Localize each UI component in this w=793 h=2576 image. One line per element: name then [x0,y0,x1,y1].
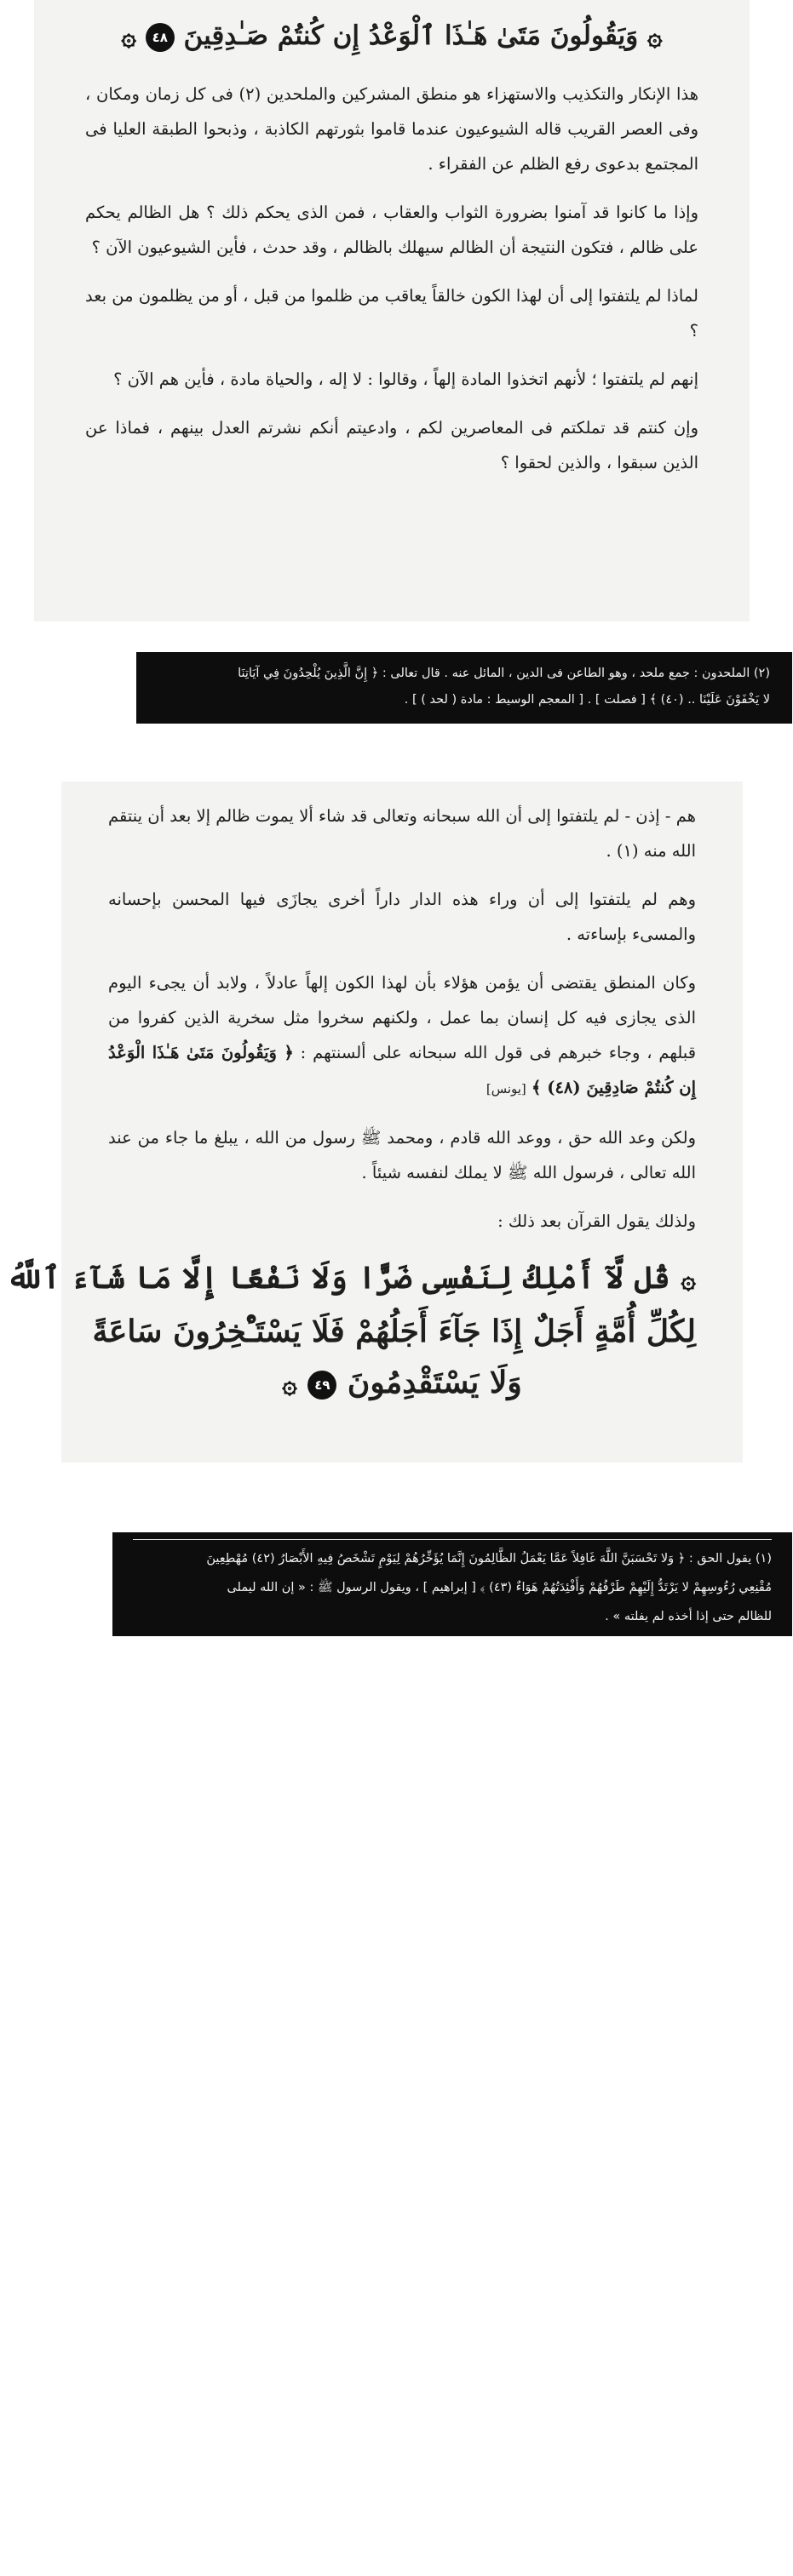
quran-quote: ﴿ وَيَقُولُونَ مَتَىٰ هَـٰذَا الْوَعْدُ إِن كُنتُمْ صَادِقِينَ (٤٨) ﴾ [108,1043,696,1097]
verse-block [6,1252,696,1411]
paragraph-text: وكان المنطق يقتضى أن يؤمن هؤلاء بأن لهذا الكون إلهاً عادلاً ، ولابد أن يجىء اليوم الذى يجازى فيه كل إنسان بما عمل ، ولكنهم سخروا مثل سخرية الذين كفروا من قبلهم ، وجاء خبرهم فى قول الله سبحانه على ألسنتهم : [108,973,697,1062]
paragraph: ولذلك يقول القرآن بعد ذلك : [497,1211,696,1231]
paragraph: هم - إذن - لم يلتفتوا إلى أن الله سبحانه وتعالى قد شاء ألا يموت ظالم إلا بعد أن ينتقم الله منه (١) . [108,806,696,861]
verse-line-text: قُل لَّآ أَمْلِكُ لِنَفْسِى ضَرًّا وَلَا نَفْعًا إِلَّا مَا شَآءَ ٱللَّهُ [6,1260,670,1296]
paragraph: ولكن وعد الله حق ، ووعد الله قادم ، ومحمد ﷺ رسول من الله ، يبلغ ما جاء من عند الله تعالى ، فرسول الله ﷺ لا يملك لنفسه شيئاً . [108,1128,696,1182]
footnote-box [136,652,792,724]
ornament-icon: ۞ [282,1370,297,1400]
book-page-bottom [6,781,743,1463]
paragraph: هذا الإنكار والتكذيب والاستهزاء هو منطق المشركين والملحدين (٢) فى كل زمان ومكان ، وفى العصر القريب قاله الشيوعيون عندما قاموا بثورتهم الكاذبة ، وذبحوا الطبقة العليا فى المجتمع بدعوى رفع الظلم عن الفقراء . [85,83,698,174]
paragraph: إنهم لم يلتفتوا ؛ لأنهم اتخذوا المادة إلهاً ، وقالوا : لا إله ، والحياة مادة ، فأين هم الآن ؟ [113,369,698,389]
verse-header-text: وَيَقُولُونَ مَتَىٰ هَـٰذَا ٱلْوَعْدُ إِن كُنتُمْ صَـٰدِقِينَ [183,20,639,51]
verse-line [6,1252,696,1306]
book-page-top [34,0,750,621]
verse-line [108,1357,696,1411]
footnote-box [112,1532,792,1636]
paragraph: وهم لم يلتفتوا إلى أن وراء هذه الدار داراً أخرى يجازَى فيها المحسن بإحسانه والمسىء بإساءته . [108,890,696,944]
ornament-icon: ۞ [121,21,136,52]
paragraph: لماذا لم يلتفتوا إلى أن لهذا الكون خالقاً يعاقب من ظلموا من قبل ، أو من يظلمون من بعد ؟ [85,285,698,341]
surah-reference: [يونس] [486,1081,526,1096]
verse-line-text: وَلَا يَسْتَقْدِمُونَ [347,1365,522,1400]
footnote-line: للظالم حتى إذا أخذه لم يفلته » . [605,1610,772,1623]
verse-header [85,15,698,58]
verse-line: لِكُلِّ أُمَّةٍ أَجَلٌ إِذَا جَآءَ أَجَلُهُمْ فَلَا يَسْتَـْٔخِرُونَ سَاعَةً [92,1314,696,1349]
ornament-icon: ۞ [647,21,663,52]
verse-number-badge: ٤٩ [307,1371,336,1400]
verse-number-badge: ٤٨ [146,23,175,52]
footnote-line: (٢) الملحدون : جمع ملحد ، وهو الطاعن فى الدين ، المائل عنه . قال تعالى : ﴿ إِنَّ الَّذِينَ يُلْحِدُونَ فِي آيَاتِنَا [238,667,770,680]
footnote-line: مُقْنِعِي رُءُوسِهِمْ لا يَرْتَدُّ إِلَيْهِمْ طَرْفُهُمْ وَأَفْئِدَتُهُمْ هَوَاءٌ (٤٣) ﴾ [ إبراهيم ] ، ويقول الرسول ﷺ : « إن الله ليملى [227,1581,772,1594]
footnote-line: (١) يقول الحق : ﴿ وَلا تَحْسَبَنَّ اللَّهَ غَافِلاً عَمَّا يَعْمَلُ الظَّالِمُونَ إِنَّمَا يُؤَخِّرُهُمْ لِيَوْمٍ تَشْخَصُ فِيهِ الأَبْصَارُ (٤٢) مُهْطِعِينَ [206,1552,772,1566]
paragraph [108,965,696,1107]
paragraph: وإذا ما كانوا قد آمنوا بضرورة الثواب والعقاب ، فمن الذى يحكم ذلك ؟ هل الظالم يحكم على ظالم ، فتكون النتيجة أن الظالم سيهلك بالظالم ، وقد حدث ، فأين الشيوعيون الآن ؟ [85,202,698,257]
footnote-divider [133,1539,772,1540]
ornament-icon: ۞ [681,1265,696,1295]
paragraph: وإن كنتم قد تملكتم فى المعاصرين لكم ، وادعيتم أنكم نشرتم العدل بينهم ، فماذا عن الذين سبقوا ، والذين لحقوا ؟ [85,417,698,472]
footnote-line: لا يَخْفَوْنَ عَلَيْنَا .. (٤٠) ﴾ [ فصلت ] . [ المعجم الوسيط : مادة ( لحد ) ] . [404,693,770,707]
